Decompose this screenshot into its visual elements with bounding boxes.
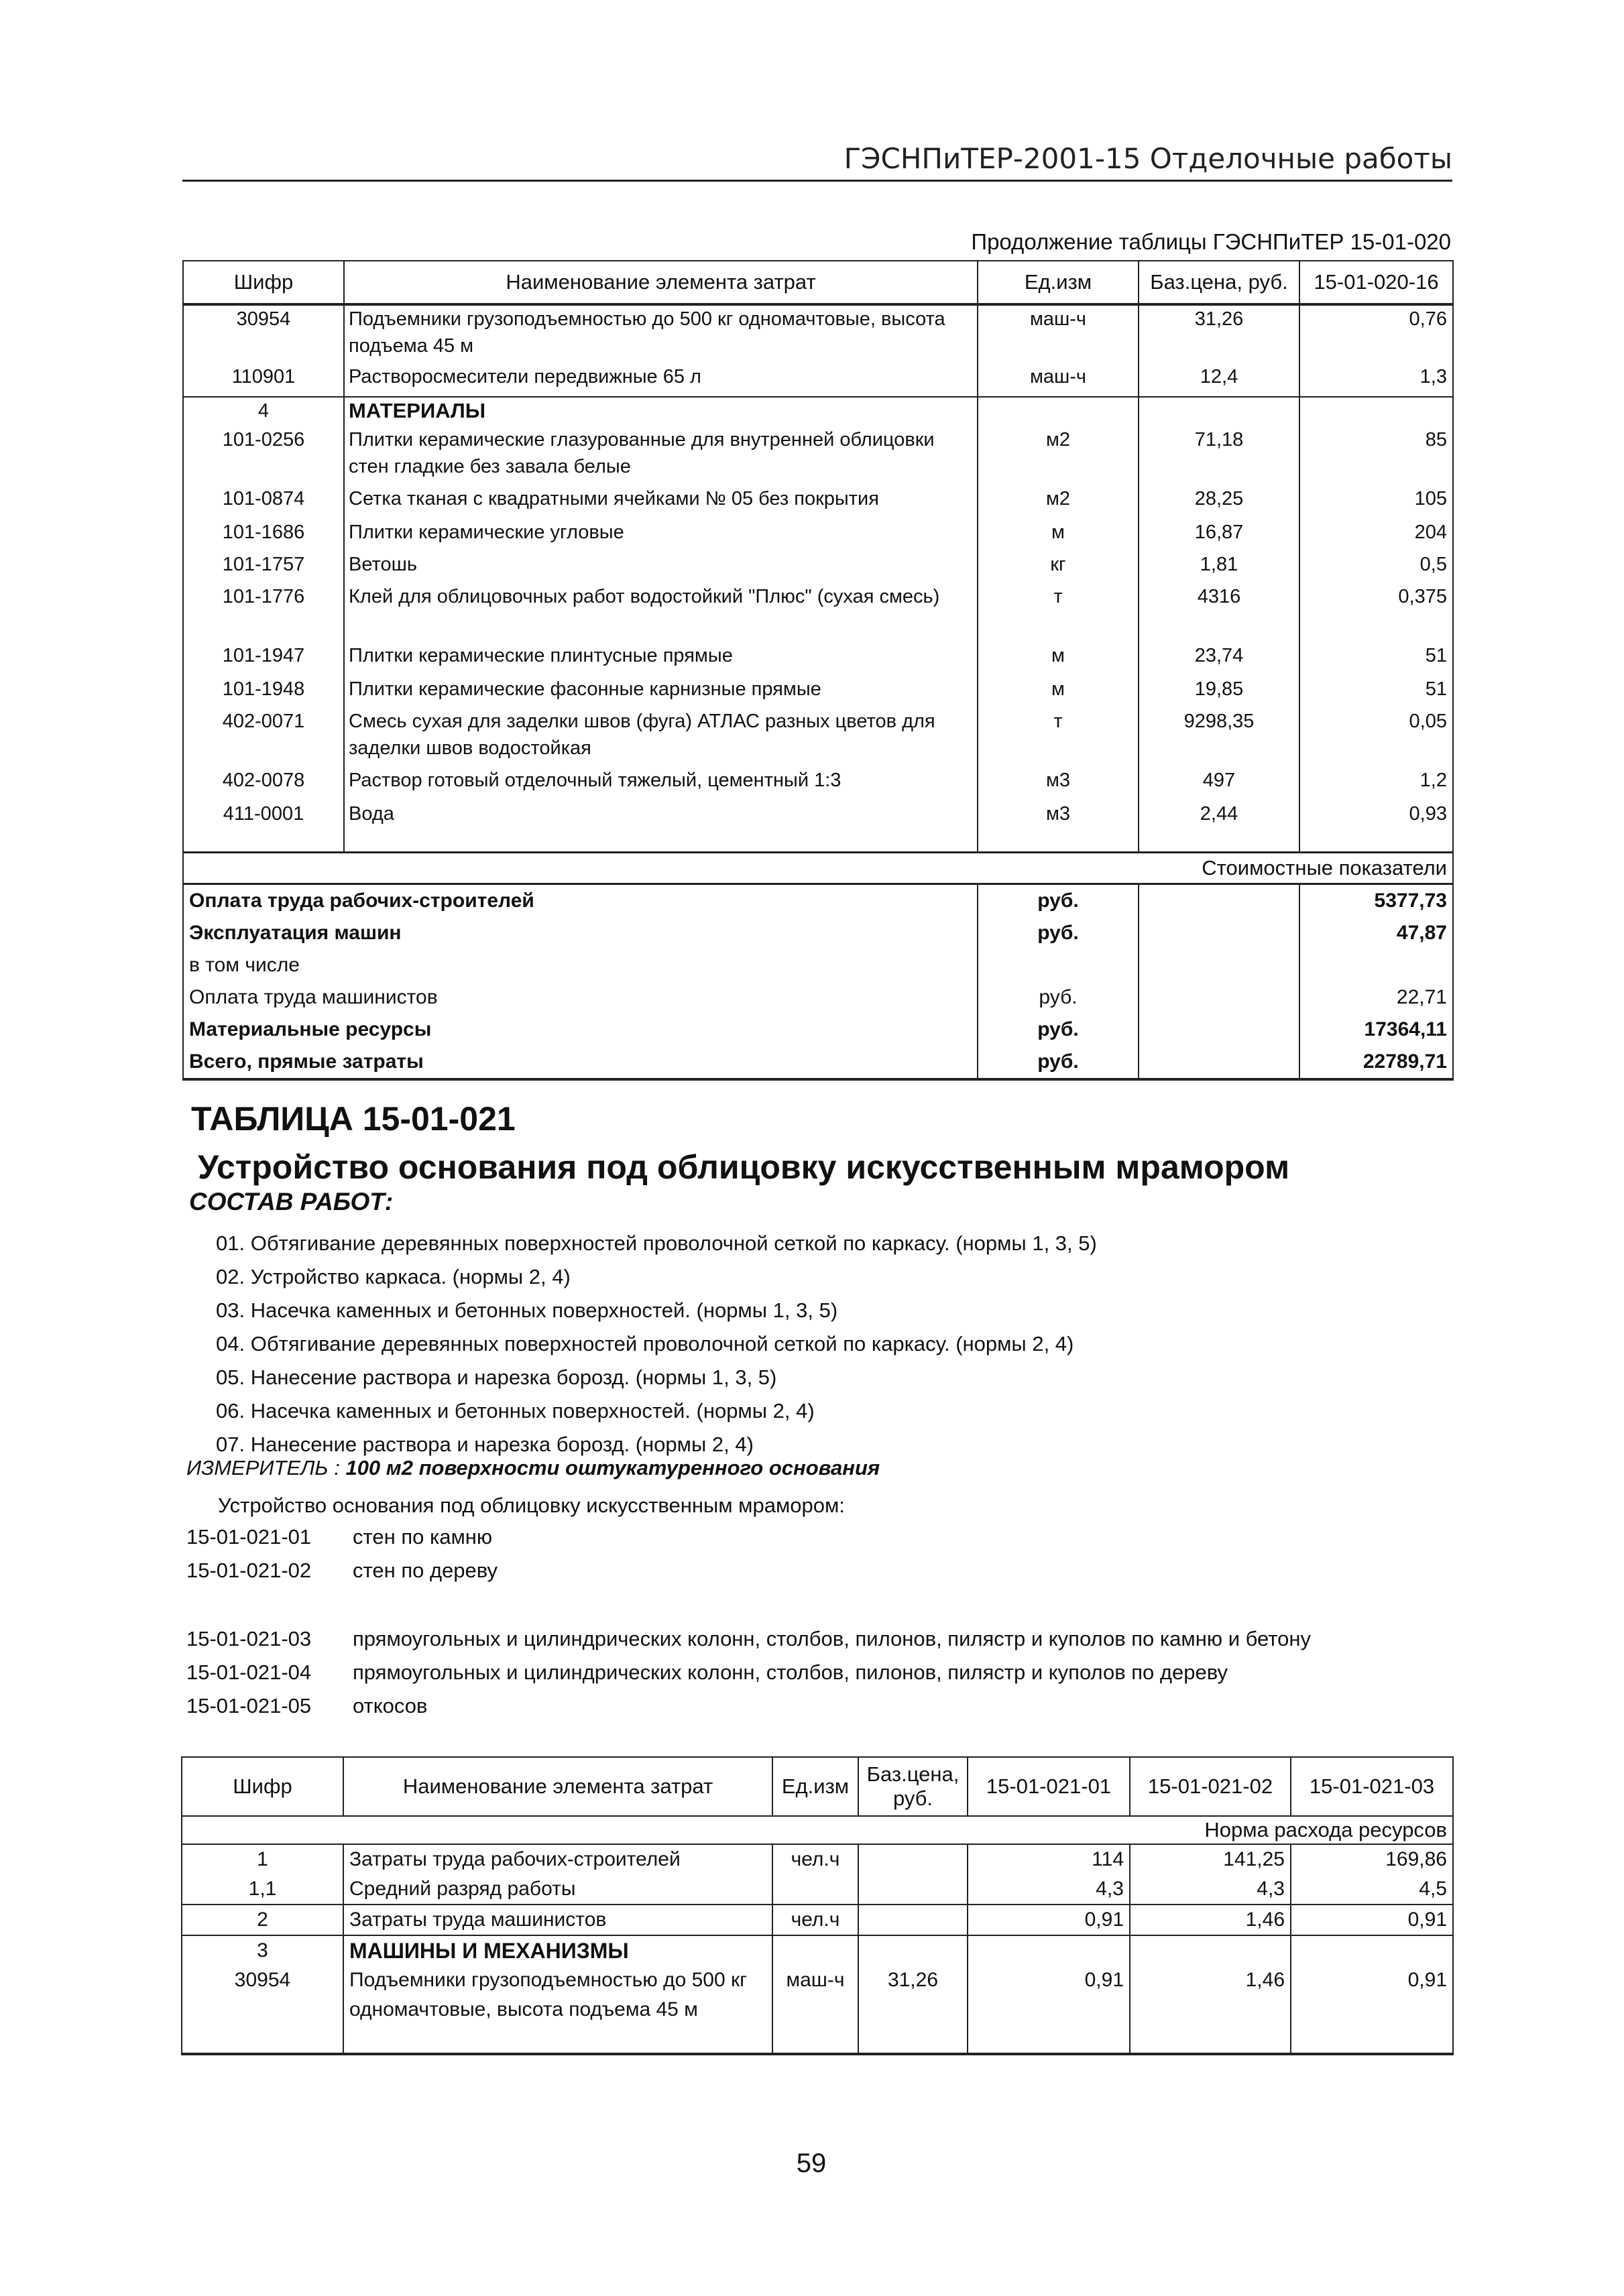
header-rule — [182, 180, 1452, 182]
cell-unit — [772, 1935, 858, 1966]
column-header: 15-01-021-01 — [968, 1757, 1130, 1816]
cell-price: 28,25 — [1139, 485, 1299, 519]
column-header: Баз.цена, руб. — [1139, 261, 1299, 304]
cell-name: Вода — [344, 800, 978, 831]
column-header: Ед.изм — [978, 261, 1139, 304]
summary-row — [183, 981, 1453, 1014]
spacer-cell — [183, 831, 344, 853]
meter-line — [186, 1456, 880, 1480]
spacer-cell — [1299, 831, 1453, 853]
variant-code: 15-01-021-05 — [186, 1694, 312, 1717]
table-row — [183, 551, 1453, 583]
summary-row — [183, 884, 1453, 918]
cell-price — [858, 1905, 968, 1935]
cell-name: Сетка тканая с квадратными ячейками № 05 без покрытия — [344, 485, 978, 519]
summary-unit: руб. — [978, 917, 1139, 949]
table-row — [183, 363, 1453, 397]
cell-name: Ветошь — [344, 551, 978, 583]
running-header: ГЭСНПиТЕР-2001-15 Отделочные работы — [844, 142, 1452, 175]
page-number: 59 — [796, 2149, 827, 2178]
cell-value: 1,2 — [1299, 767, 1453, 800]
variants-list-b — [186, 1622, 1311, 1723]
cell-code: 1,1 — [182, 1874, 343, 1905]
summary-value: 47,87 — [1299, 917, 1453, 949]
cell-code: 402-0078 — [183, 767, 344, 800]
cell-price — [1139, 397, 1299, 426]
spacer-cell — [1139, 831, 1299, 853]
summary-price — [1139, 949, 1299, 981]
cell-name: Плитки керамические фасонные карнизные прямые — [344, 676, 978, 708]
table-row — [183, 304, 1453, 363]
summary-unit: руб. — [978, 981, 1139, 1014]
cell-price: 2,44 — [1139, 800, 1299, 831]
cell-unit: маш-ч — [978, 304, 1139, 363]
table-header-row — [183, 261, 1453, 304]
variant-desc: стен по камню — [353, 1525, 493, 1549]
costs-heading: Стоимостные показатели — [183, 853, 1453, 884]
list-item: 06. Насечка каменных и бетонных поверхностей. (нормы 2, 4) — [216, 1399, 815, 1423]
column-header: Ед.изм — [772, 1757, 858, 1816]
list-item: 05. Нанесение раствора и нарезка борозд. (нормы 1, 3, 5) — [216, 1366, 777, 1389]
cell-unit: кг — [978, 551, 1139, 583]
cell-code: 101-0256 — [183, 426, 344, 485]
cell-unit: м3 — [978, 767, 1139, 800]
cell-value: 0,91 — [1291, 1966, 1453, 2054]
cell-code: 402-0071 — [183, 708, 344, 767]
variant-code: 15-01-021-02 — [186, 1559, 312, 1582]
summary-value: 5377,73 — [1299, 884, 1453, 918]
table-row — [183, 708, 1453, 767]
cell-name: Подъемники грузоподъемностью до 500 кг одномачтовые, высота подъема 45 м — [343, 1966, 772, 2054]
cell-price — [858, 1874, 968, 1905]
cell-unit — [772, 1874, 858, 1905]
norm-heading-row — [182, 1816, 1453, 1844]
cell-value — [968, 1935, 1130, 1966]
cell-name: Смесь сухая для заделки швов (фуга) АТЛАС разных цветов для заделки швов водостойкая — [344, 708, 978, 767]
meter-label: ИЗМЕРИТЕЛЬ : — [186, 1456, 340, 1479]
cell-price: 9298,35 — [1139, 708, 1299, 767]
cell-price — [858, 1844, 968, 1874]
list-item — [186, 1622, 1311, 1656]
column-header: Наименование элемента затрат — [344, 261, 978, 304]
cell-code: 30954 — [183, 304, 344, 363]
list-item — [186, 1656, 1311, 1689]
variant-desc: прямоугольных и цилиндрических колонн, столбов, пилонов, пилястр и куполов по дереву — [353, 1660, 1228, 1684]
cell-value: 0,05 — [1299, 708, 1453, 767]
norm-heading: Норма расхода ресурсов — [182, 1816, 1453, 1844]
cell-value: 141,25 — [1130, 1844, 1291, 1874]
cell-code: 4 — [183, 397, 344, 426]
variants-list-a — [186, 1520, 498, 1587]
table-row — [182, 1874, 1453, 1905]
summary-price — [1139, 917, 1299, 949]
cell-code: 1 — [182, 1844, 343, 1874]
cell-unit: м2 — [978, 426, 1139, 485]
cell-unit — [978, 397, 1139, 426]
summary-price — [1139, 1014, 1299, 1046]
cell-price: 497 — [1139, 767, 1299, 800]
summary-price — [1139, 884, 1299, 918]
cell-value: 0,93 — [1299, 800, 1453, 831]
variant-code: 15-01-021-01 — [186, 1525, 312, 1549]
cell-price: 1,81 — [1139, 551, 1299, 583]
cell-value: 51 — [1299, 676, 1453, 708]
cell-name: Растворосмесители передвижные 65 л — [344, 363, 978, 397]
summary-value — [1299, 949, 1453, 981]
cell-code: 110901 — [183, 363, 344, 397]
column-header: Баз.цена, руб. — [858, 1757, 968, 1816]
table-row — [183, 800, 1453, 831]
spacer-cell — [978, 831, 1139, 853]
cell-value: 0,375 — [1299, 583, 1453, 642]
summary-price — [1139, 1046, 1299, 1079]
cell-unit: чел.ч — [772, 1905, 858, 1935]
summary-value: 22789,71 — [1299, 1046, 1453, 1079]
cell-name: Средний разряд работы — [343, 1874, 772, 1905]
cell-code: 101-1686 — [183, 519, 344, 551]
summary-price — [1139, 981, 1299, 1014]
table-row — [183, 485, 1453, 519]
cell-code: 411-0001 — [183, 800, 344, 831]
list-item — [186, 1689, 1311, 1723]
cell-code: 101-1947 — [183, 642, 344, 676]
cell-code: 3 — [182, 1935, 343, 1966]
cell-section-name: МАТЕРИАЛЫ — [344, 397, 978, 426]
cell-unit: т — [978, 708, 1139, 767]
cell-unit: маш-ч — [772, 1966, 858, 2054]
table-subtitle: Устройство основания под облицовку искусственным мрамором — [198, 1148, 1290, 1186]
list-item — [186, 1554, 498, 1587]
cell-unit: т — [978, 583, 1139, 642]
cell-section-name: МАШИНЫ И МЕХАНИЗМЫ — [343, 1935, 772, 1966]
cell-price: 4316 — [1139, 583, 1299, 642]
summary-unit: руб. — [978, 1014, 1139, 1046]
cell-price: 31,26 — [858, 1966, 968, 2054]
summary-unit: руб. — [978, 1046, 1139, 1079]
variant-code: 15-01-021-03 — [186, 1627, 312, 1650]
list-item: 01. Обтягивание деревянных поверхностей проволочной сеткой по каркасу. (нормы 1, 3, 5) — [216, 1231, 1097, 1255]
resource-table-15-01-020 — [182, 260, 1454, 1081]
column-header: Шифр — [183, 261, 344, 304]
cell-code: 101-0874 — [183, 485, 344, 519]
table-row — [182, 1844, 1453, 1874]
cell-code: 101-1757 — [183, 551, 344, 583]
cell-name: Плитки керамические глазурованные для внутренней облицовки стен гладкие без завала белые — [344, 426, 978, 485]
resource-table-15-01-021 — [181, 1756, 1454, 2055]
variant-desc: стен по дереву — [353, 1559, 498, 1582]
cell-value: 1,46 — [1130, 1966, 1291, 2054]
cell-code: 2 — [182, 1905, 343, 1935]
meter-value: 100 м2 поверхности оштукатуренного основания — [345, 1456, 880, 1479]
cell-price: 19,85 — [1139, 676, 1299, 708]
table-row — [183, 767, 1453, 800]
summary-label: Эксплуатация машин — [183, 917, 978, 949]
summary-label: Всего, прямые затраты — [183, 1046, 978, 1079]
section-row-machines — [182, 1935, 1453, 1966]
cell-value: 85 — [1299, 426, 1453, 485]
summary-label: Оплата труда машинистов — [183, 981, 978, 1014]
variant-desc: прямоугольных и цилиндрических колонн, столбов, пилонов, пилястр и куполов по камню и бетону — [353, 1627, 1311, 1650]
table-row — [182, 1966, 1453, 2054]
cell-value: 114 — [968, 1844, 1130, 1874]
cell-price: 71,18 — [1139, 426, 1299, 485]
variant-code: 15-01-021-04 — [186, 1660, 312, 1684]
variant-desc: откосов — [353, 1694, 428, 1717]
table-header-row — [182, 1757, 1453, 1816]
cell-unit: м — [978, 642, 1139, 676]
column-header: Наименование элемента затрат — [343, 1757, 772, 1816]
costs-heading-row — [183, 853, 1453, 884]
column-header: Шифр — [182, 1757, 343, 1816]
list-item: 03. Насечка каменных и бетонных поверхностей. (нормы 1, 3, 5) — [216, 1298, 838, 1322]
summary-label: Оплата труда рабочих-строителей — [183, 884, 978, 918]
cell-unit: м2 — [978, 485, 1139, 519]
cell-name: Плитки керамические угловые — [344, 519, 978, 551]
cell-code: 101-1948 — [183, 676, 344, 708]
cell-value: 1,3 — [1299, 363, 1453, 397]
cell-unit: м — [978, 676, 1139, 708]
cell-value: 4,3 — [968, 1874, 1130, 1905]
spacer-cell — [344, 831, 978, 853]
cell-value: 204 — [1299, 519, 1453, 551]
column-header: 15-01-020-16 — [1299, 261, 1453, 304]
cell-price — [858, 1935, 968, 1966]
list-item — [186, 1520, 498, 1554]
cell-price: 16,87 — [1139, 519, 1299, 551]
summary-row — [183, 1014, 1453, 1046]
cell-price: 23,74 — [1139, 642, 1299, 676]
works-list — [216, 1227, 1097, 1461]
summary-row — [183, 949, 1453, 981]
cell-code: 101-1776 — [183, 583, 344, 642]
cell-name: Затраты труда машинистов — [343, 1905, 772, 1935]
cell-name: Плитки керамические плинтусные прямые — [344, 642, 978, 676]
summary-unit — [978, 949, 1139, 981]
cell-name: Подъемники грузоподъемностью до 500 кг одномачтовые, высота подъема 45 м — [344, 304, 978, 363]
summary-value: 17364,11 — [1299, 1014, 1453, 1046]
summary-unit: руб. — [978, 884, 1139, 918]
cell-value — [1291, 1935, 1453, 1966]
table-row — [183, 426, 1453, 485]
cell-value: 0,91 — [968, 1905, 1130, 1935]
cell-value — [1299, 397, 1453, 426]
table-row — [183, 583, 1453, 642]
cell-unit: маш-ч — [978, 363, 1139, 397]
summary-label: в том числе — [183, 949, 978, 981]
composition-title: СОСТАВ РАБОТ: — [189, 1188, 394, 1215]
table-continuation-caption: Продолжение таблицы ГЭСНПиТЕР 15-01-020 — [971, 229, 1451, 254]
summary-value: 22,71 — [1299, 981, 1453, 1014]
table-row — [183, 676, 1453, 708]
cell-value: 1,46 — [1130, 1905, 1291, 1935]
cell-name: Раствор готовый отделочный тяжелый, цементный 1:3 — [344, 767, 978, 800]
table-row — [183, 519, 1453, 551]
cell-value — [1130, 1935, 1291, 1966]
table-title: ТАБЛИЦА 15-01-021 — [191, 1100, 516, 1138]
table-spacer-row — [183, 831, 1453, 853]
cell-value: 0,91 — [1291, 1905, 1453, 1935]
cell-value: 51 — [1299, 642, 1453, 676]
cell-value: 4,3 — [1130, 1874, 1291, 1905]
cell-code: 30954 — [182, 1966, 343, 2054]
cell-value: 0,5 — [1299, 551, 1453, 583]
cell-value: 4,5 — [1291, 1874, 1453, 1905]
cell-name: Затраты труда рабочих-строителей — [343, 1844, 772, 1874]
cell-unit: м3 — [978, 800, 1139, 831]
column-header: 15-01-021-02 — [1130, 1757, 1291, 1816]
section-row-materials — [183, 397, 1453, 426]
table-row — [183, 642, 1453, 676]
summary-row — [183, 917, 1453, 949]
cell-unit: м — [978, 519, 1139, 551]
cell-value: 0,76 — [1299, 304, 1453, 363]
cell-value: 169,86 — [1291, 1844, 1453, 1874]
cell-name: Клей для облицовочных работ водостойкий "Плюс" (сухая смесь) — [344, 583, 978, 642]
column-header: 15-01-021-03 — [1291, 1757, 1453, 1816]
cell-value: 0,91 — [968, 1966, 1130, 2054]
cell-unit: чел.ч — [772, 1844, 858, 1874]
cell-price: 12,4 — [1139, 363, 1299, 397]
summary-label: Материальные ресурсы — [183, 1014, 978, 1046]
list-item: 07. Нанесение раствора и нарезка борозд. (нормы 2, 4) — [216, 1433, 754, 1456]
cell-price: 31,26 — [1139, 304, 1299, 363]
variants-intro: Устройство основания под облицовку искусственным мрамором: — [218, 1494, 845, 1517]
list-item: 04. Обтягивание деревянных поверхностей проволочной сеткой по каркасу. (нормы 2, 4) — [216, 1332, 1074, 1355]
summary-row — [183, 1046, 1453, 1079]
table-row — [182, 1905, 1453, 1935]
list-item: 02. Устройство каркаса. (нормы 2, 4) — [216, 1265, 571, 1288]
cell-value: 105 — [1299, 485, 1453, 519]
